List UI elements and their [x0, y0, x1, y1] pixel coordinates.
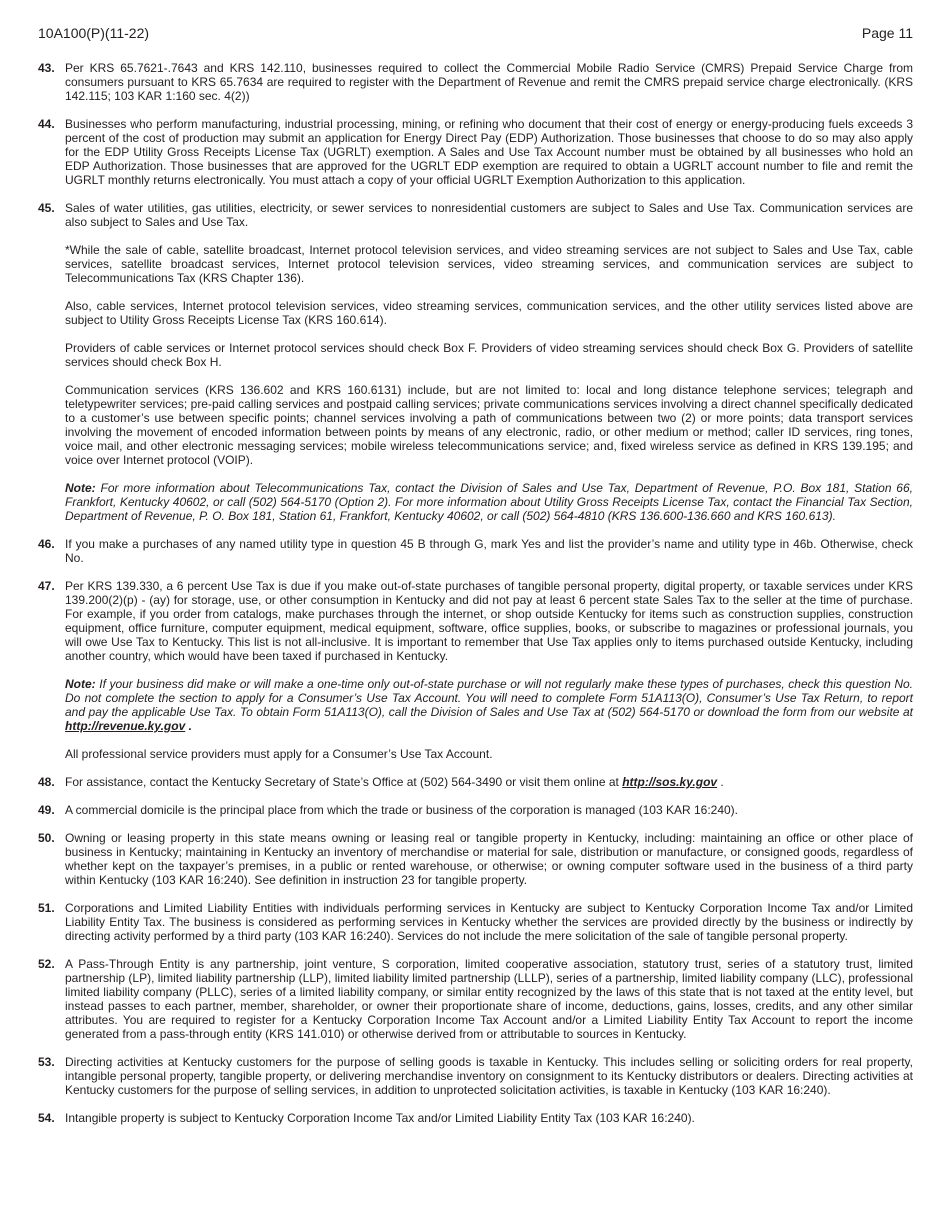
instruction-item: [38, 803, 913, 817]
instruction-paragraph: [65, 201, 913, 229]
paragraph-text: Intangible property is subject to Kentucky Corporation Income Tax and/or Limited Liability Entity Tax (103 KAR 16:240).: [65, 1111, 695, 1125]
instruction-item: [38, 901, 913, 943]
paragraph-text: If your business did make or will make a one-time only out-of-state purchase or will not regularly make these types of purchases, check this question No. Do not complete the section to apply for a Consumer’s Use Tax Account. You will need to complete Form 51A113(O), Consumer’s Use Tax Return, to report and pay the applicable Use Tax. To obtain Form 51A113(O), call the Division of Sales and Use Tax at (502) 564-5170 or download the form from our website at: [65, 677, 913, 719]
paragraph-text: *While the sale of cable, satellite broadcast, Internet protocol television services, and video streaming services are not subject to Sales and Use Tax, cable services, satellite broadcast services, Internet protocol television services, video streaming services, and communication services are subject to Telecommunications Tax (KRS Chapter 136).: [65, 243, 913, 285]
instruction-paragraph: [65, 1055, 913, 1097]
instruction-item: [38, 1111, 913, 1125]
instruction-paragraph: [65, 901, 913, 943]
instruction-content: [65, 201, 913, 523]
instruction-content: [65, 901, 913, 943]
note-label: Note:: [65, 481, 96, 495]
website-link[interactable]: http://revenue.ky.gov: [65, 719, 186, 733]
instructions-list: [38, 61, 913, 1125]
instruction-paragraph: [65, 957, 913, 1041]
instruction-number: 54.: [38, 1111, 55, 1125]
instruction-number: 53.: [38, 1055, 55, 1069]
note-label: Note:: [65, 677, 96, 691]
instruction-item: [38, 579, 913, 761]
instruction-number: 44.: [38, 117, 55, 131]
instruction-item: [38, 957, 913, 1041]
paragraph-text: Owning or leasing property in this state means owning or leasing real or tangible property in Kentucky, including: maintaining an office or other place of business in Kentucky; maintaining in Kentucky an inventory of merchandise or material for sale, distribution or manufacture, or consigned goods, regardless of whether kept on the taxpayer’s premises, in a public or rented warehouse, or otherwise; or owning computer software used in the business of a third party within Kentucky (103 KAR 16:240). See definition in instruction 23 for tangible property.: [65, 831, 913, 887]
page-number: Page 11: [861, 25, 913, 41]
instruction-content: [65, 831, 913, 887]
instruction-number: 49.: [38, 803, 55, 817]
note-paragraph: [65, 677, 913, 733]
form-id: 10A100(P)(11-22): [38, 25, 150, 41]
paragraph-text: For more information about Telecommunications Tax, contact the Division of Sales and Use Tax, Department of Revenue, P.O. Box 181, Station 66, Frankfort, Kentucky 40602, or call (502) 564-5170 (Option 2). For more information about Utility Gross Receipts License Tax, contact the Financial Tax Section, Department of Revenue, P. O. Box 181, Station 61, Frankfort, Kentucky 40602, or call (502) 564-4810 (KRS 136.600-136.660 and KRS 160.613).: [65, 481, 913, 523]
paragraph-text: All professional service providers must apply for a Consumer’s Use Tax Account.: [65, 747, 493, 761]
paragraph-text: A Pass-Through Entity is any partnership, joint venture, S corporation, limited cooperative association, statutory trust, series of a statutory trust, limited partnership (LP), limited liability partnership (LLP), limited liability limited partnership (LLLP), series of a partnership, limited liability company (LLC), professional limited liability company (PLLC), series of a limited liability company, or similar entity recognized by the laws of this state that is not taxed at the entity level, but instead passes to each partner, member, shareholder, or owner their proportionate share of income, deductions, gains, losses, credits, and any other similar attributes. You are required to register for a Kentucky Corporation Income Tax Account and/or a Limited Liability Entity Tax Account to report the income generated from a pass-through entity (KRS 141.010) or otherwise derived from or attributable to sources in Kentucky.: [65, 957, 913, 1041]
instruction-content: [65, 117, 913, 187]
paragraph-text: Directing activities at Kentucky customers for the purpose of selling goods is taxable in Kentucky. This includes selling or soliciting orders for real property, intangible personal property, tangible property, or delivering merchandise inventory on consignment to its Kentucky distributors or dealers. Directing activities at Kentucky customers for the purpose of selling services, in addition to unprotected solicitation activities, is taxable in Kentucky (103 KAR 16:240).: [65, 1055, 913, 1097]
instruction-content: [65, 61, 913, 103]
instruction-paragraph: [65, 1111, 913, 1125]
instruction-item: [38, 775, 913, 789]
paragraph-text: Sales of water utilities, gas utilities, electricity, or sewer services to nonresidential customers are subject to Sales and Use Tax. Communication services are also subject to Sales and Use Tax.: [65, 201, 913, 229]
instruction-paragraph: [65, 117, 913, 187]
page-header: [38, 24, 913, 42]
instruction-paragraph: [65, 747, 913, 761]
instruction-paragraph: [65, 775, 913, 789]
instruction-paragraph: [65, 537, 913, 565]
paragraph-text: Per KRS 139.330, a 6 percent Use Tax is due if you make out-of-state purchases of tangible personal property, digital property, or taxable services under KRS 139.200(2)(p) - (ay) for storage, use, or other consumption in Kentucky and did not pay at least 6 percent state Sales Tax to the seller at the time of purchase. For example, if you order from catalogs, make purchases through the internet, or shop outside Kentucky for items such as construction supplies, construction equipment, office furniture, computer equipment, medical equipment, software, office supplies, books, or subscribe to magazines or professional journals, you will owe Use Tax to Kentucky. This list is not all-inclusive. It is important to remember that Use Tax applies only to items purchased outside Kentucky, including another country, which would have been taxed if purchased in Kentucky.: [65, 579, 913, 663]
instruction-content: [65, 775, 913, 789]
instruction-number: 51.: [38, 901, 55, 915]
instruction-content: [65, 579, 913, 761]
paragraph-text: Corporations and Limited Liability Entities with individuals performing services in Kentucky are subject to Kentucky Corporation Income Tax and/or Limited Liability Entity Tax. The business is considered as performing services in Kentucky whether the services are provided directly by the business or indirectly by directing activity performed by a third party (103 KAR 16:240). Services do not include the mere solicitation of the sale of tangible personal property.: [65, 901, 913, 943]
instruction-number: 45.: [38, 201, 55, 215]
instruction-paragraph: [65, 61, 913, 103]
instruction-paragraph: [65, 243, 913, 285]
instruction-paragraph: [65, 341, 913, 369]
instruction-number: 50.: [38, 831, 55, 845]
link-suffix: .: [717, 775, 724, 789]
instruction-content: [65, 1111, 913, 1125]
instruction-number: 46.: [38, 537, 55, 551]
instruction-number: 47.: [38, 579, 55, 593]
instruction-paragraph: [65, 383, 913, 467]
paragraph-text: Per KRS 65.7621-.7643 and KRS 142.110, businesses required to collect the Commercial Mobile Radio Service (CMRS) Prepaid Service Charge from consumers pursuant to KRS 65.7634 are required to register with the Department of Revenue and remit the CMRS prepaid service charge electronically. (KRS 142.115; 103 KAR 1:160 sec. 4(2)): [65, 61, 913, 103]
instruction-paragraph: [65, 803, 913, 817]
instruction-item: [38, 831, 913, 887]
instruction-content: [65, 957, 913, 1041]
link-suffix: .: [185, 719, 192, 733]
paragraph-text: Also, cable services, Internet protocol television services, video streaming services, communication services, and the other utility services listed above are subject to Utility Gross Receipts License Tax (KRS 160.614).: [65, 299, 913, 327]
note-paragraph: [65, 481, 913, 523]
instruction-number: 52.: [38, 957, 55, 971]
paragraph-text: A commercial domicile is the principal place from which the trade or business of the corporation is managed (103 KAR 16:240).: [65, 803, 739, 817]
instruction-content: [65, 803, 913, 817]
website-link[interactable]: http://sos.ky.gov: [622, 775, 718, 789]
paragraph-text: For assistance, contact the Kentucky Secretary of State’s Office at (502) 564-3490 or visit them online at: [65, 775, 619, 789]
instruction-item: [38, 201, 913, 523]
instruction-content: [65, 1055, 913, 1097]
instruction-content: [65, 537, 913, 565]
paragraph-text: Providers of cable services or Internet protocol services should check Box F. Providers of video streaming services should check Box G. Providers of satellite services should check Box H.: [65, 341, 913, 369]
instruction-item: [38, 117, 913, 187]
paragraph-text: Businesses who perform manufacturing, industrial processing, mining, or refining who document that their cost of energy or energy-producing fuels exceeds 3 percent of the cost of production may submit an application for Energy Direct Pay (EDP) Authorization. Those businesses that choose to do so may also apply for the EDP Utility Gross Receipts License Tax (UGRLT) exemption. A Sales and Use Tax Account number must be obtained by all businesses who hold an EDP Authorization. Those businesses that are approved for the UGRLT EDP exemption are required to obtain a UGRLT account number to file and remit the UGRLT monthly returns electronically. You must attach a copy of your official UGRLT Exemption Authorization to this application.: [65, 117, 913, 187]
paragraph-text: Communication services (KRS 136.602 and KRS 160.6131) include, but are not limited to: local and long distance telephone services; telegraph and teletypewriter services; pre-paid calling services and postpaid calling services; private communications services involving a direct channel specifically dedicated to a customer’s use between specific points; channel services involving a path of communications between two (2) or more points; data transport services involving the movement of encoded information between points by means of any electronic, radio, or other medium or method; caller ID services, ring tones, voice mail, and other electronic messaging services; mobile wireless telecommunications service; and, fixed wireless service as defined in KRS 139.195; and voice over Internet protocol (VOIP).: [65, 383, 913, 467]
instruction-paragraph: [65, 831, 913, 887]
instruction-item: [38, 1055, 913, 1097]
instruction-paragraph: [65, 299, 913, 327]
paragraph-text: If you make a purchases of any named utility type in question 45 B through G, mark Yes and list the provider’s name and utility type in 46b. Otherwise, check No.: [65, 537, 913, 565]
instruction-paragraph: [65, 579, 913, 663]
instruction-number: 43.: [38, 61, 55, 75]
instruction-item: [38, 61, 913, 103]
instruction-number: 48.: [38, 775, 55, 789]
instruction-item: [38, 537, 913, 565]
